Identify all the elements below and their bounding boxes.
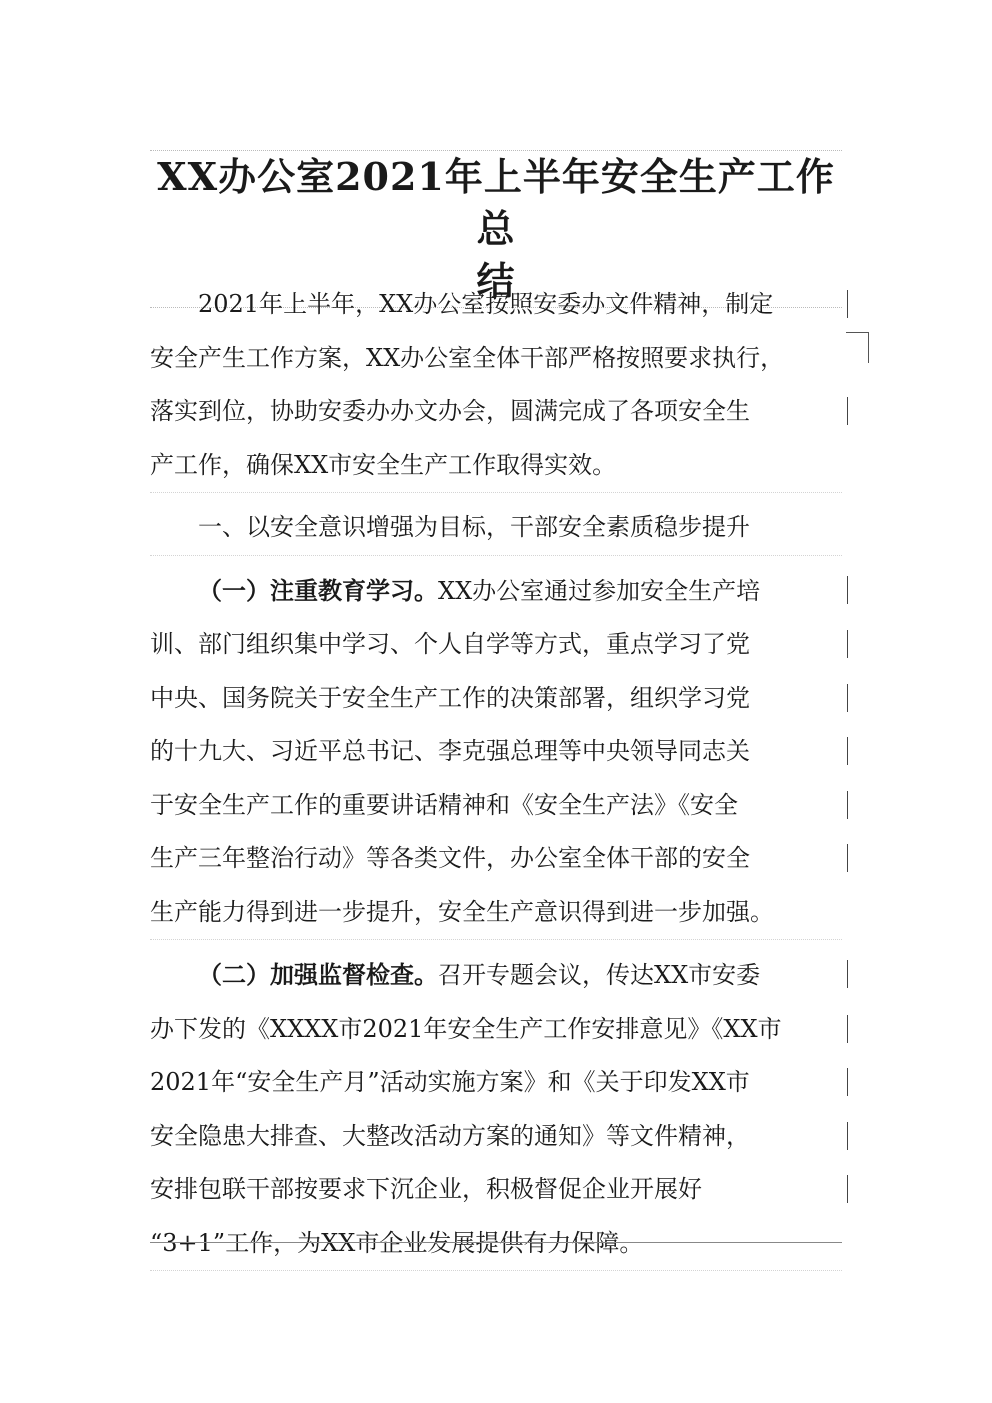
item-2-lead: （二）加强监督检查。 [198,960,438,989]
item-1-line: 的十九大、习近平总书记、李克强总理等中央领导同志关 [150,725,842,779]
item-2-line: 2021年“安全生产月”活动实施方案》和《关于印发XX市 [150,1056,842,1110]
document-body [150,278,842,1271]
item-1-line: 生产三年整治行动》等各类文件，办公室全体干部的安全 [150,832,842,886]
intro-line: 落实到位，协助安委办办文办会，圆满完成了各项安全生 [150,385,842,439]
item-2-line: 安全隐患大排查、大整改活动方案的通知》等文件精神， [150,1110,842,1164]
item-1-paragraph [150,564,842,941]
section-heading: 一、以安全意识增强为目标，干部安全素质稳步提升 [150,501,842,556]
item-1-line: 训、部门组织集中学习、个人自学等方式，重点学习了党 [150,618,842,672]
title-line-2: 结 [476,258,516,303]
item-2-line: （二）加强监督检查。召开专题会议，传达XX市安委 [150,948,842,1003]
item-2-line: 办下发的《XXXX市2021年安全生产工作安排意见》《XX市 [150,1003,842,1057]
item-2-paragraph [150,948,842,1271]
item-1-line: 生产能力得到进一步提升，安全生产意识得到进一步加强。 [150,897,774,926]
intro-line: 2021年上半年，XX办公室按照安委办文件精神，制定 [150,278,842,332]
item-1-line: 中央、国务院关于安全生产工作的决策部署，组织学习党 [150,672,842,726]
revision-margin-mark [846,332,869,363]
intro-line: 安全产生工作方案，XX办公室全体干部严格按照要求执行， [150,343,785,372]
intro-paragraph [150,278,842,493]
item-2-line: “3+1”工作，为XX市企业发展提供有力保障。 [150,1228,644,1257]
bottom-rule [150,1242,842,1243]
title-line-1: XX办公室2021年上半年安全生产工作总 [157,154,835,251]
item-1-lead: （一）注重教育学习。 [198,575,438,605]
item-2-line: 安排包联干部按要求下沉企业，积极督促企业开展好 [150,1163,842,1217]
item-1-line: （一）注重教育学习。XX办公室通过参加安全生产培 [150,564,842,619]
intro-line: 产工作，确保XX市安全生产工作取得实效。 [150,450,617,479]
item-1-line: 于安全生产工作的重要讲话精神和《安全生产法》《安全 [150,779,842,833]
